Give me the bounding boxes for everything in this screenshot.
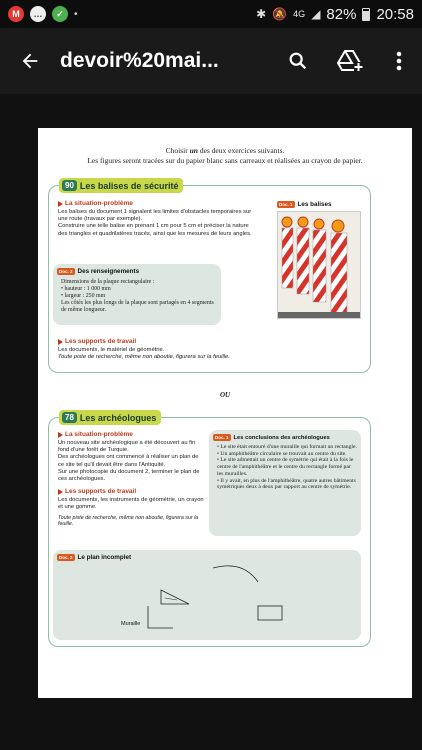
pdf-page[interactable] — [38, 128, 412, 698]
conclusions-box: Doc. 1 Les conclusions des archéologues • Le site était entouré d'une muraille qui formait un rectangle. • Un amphithéâtre circulaire se trouvait au centre du site. • Le site admettait un centre de symétrie qui était à la fois le centre de l'amphithéâtre et le centre du rectangle formé par les murailles. • Il y avait, en plus de l'amphithéâtre, quatre autres bâtiments symétriques deux à deux par rapport au centre de symétrie. — [209, 430, 361, 536]
dot-icon: • — [74, 8, 78, 20]
section-title: La situation-problème — [58, 431, 206, 438]
search-icon[interactable] — [272, 28, 324, 94]
section-title: Les supports de travail — [58, 338, 358, 345]
pdf-viewer[interactable] — [0, 94, 422, 750]
app-bar — [0, 28, 422, 94]
messages-icon: … — [30, 6, 46, 22]
exercise-90: 90 Les balises de sécurité La situation-problème Les balises du document 1 signalent les limites d'obstacles temporaires sur une route (travaux par exemple). Construire une telle balise en prenant 1 cm pour 5 cm et préciser la nature des triangles et quadrilatères tracés, ainsi que les mesures de leurs angles. Doc. 1 Les balises Doc. 2 Des renseignements Dimensions de la plaque rectangulaire : • hauteur : 1 000 mm • largeur : 250 mm Les côtés les plus longs de la plaque sont partagés en 4 segments de même longueur. Les supports de travail Les documents, le matériel de géométrie. Toute piste de recherche, même non aboutie, figurera sur la feuille. — [48, 185, 371, 373]
renseignements-box: Doc. 2 Des renseignements Dimensions de la plaque rectangulaire : • hauteur : 1 000 mm • largeur : 250 mm Les côtés les plus longs de la plaque sont partagés en 4 segments de même longueur. — [53, 264, 221, 325]
section-title: La situation-problème — [58, 200, 258, 207]
bluetooth-icon: ✱ — [256, 7, 267, 21]
plan-box: Doc. 2 Le plan incomplet Muraille — [53, 550, 361, 640]
signal-icon: ◢ — [311, 7, 321, 21]
exercise-title-badge: 90 Les balises de sécurité — [59, 178, 183, 193]
battery-percent: 82% — [326, 5, 357, 23]
status-bar — [0, 0, 422, 28]
status-notifications — [8, 6, 78, 22]
network-label: 4G — [293, 9, 306, 19]
clock: 20:58 — [376, 5, 414, 23]
section-title: Les supports de travail — [58, 488, 206, 495]
balises-photo — [277, 211, 361, 319]
exercise-title-badge: 78 Les archéologues — [59, 410, 161, 425]
gmail-icon: M — [8, 6, 24, 22]
battery-icon — [362, 8, 370, 21]
instructions: Choisir un des deux exercices suivants. Les figures seront tracées sur du papier blanc sans carreaux et réalisées au crayon de papier. — [87, 146, 363, 165]
document-title: devoir%20mai... — [60, 49, 219, 72]
ou-separator: OU — [219, 391, 231, 399]
back-arrow-icon[interactable] — [0, 28, 60, 94]
balises-figure: Doc. 1 Les balises — [277, 201, 361, 321]
drive-add-icon[interactable] — [324, 28, 376, 94]
mute-icon: 🔕 — [272, 7, 288, 21]
check-icon: ✓ — [52, 6, 68, 22]
plan-figure — [53, 550, 361, 640]
more-vert-icon[interactable] — [376, 28, 422, 94]
exercise-78: 78 Les archéologues La situation-problème Un nouveau site archéologique a été découvert au fin fond d'une forêt de Turquie. Des archéologues ont commencé à réaliser un plan de ce site tel qu'il devait être dans l'Antiquité. Sur une photocopie du document 2, terminer le plan de ces archéologues. Les supports de travail Les documents, les instruments de géométrie, un crayon et une gomme. Toute piste de recherche, même non aboutie, figurera sur la feuille. Doc. 1 Les conclusions des archéologues • Le site était entouré d'une muraille qui formait un rectangle. • Un amphithéâtre circulaire se trouvait au centre du site. • Le site admettait un centre de symétrie qui était à la fois le centre de l'amphithéâtre et le centre du rectangle formé par les murailles. • Il y avait, en plus de l'amphithéâtre, quatre autres bâtiments symétriques deux à deux par rapport au centre de symétrie. Doc. 2 Le plan incomplet Muraille — [48, 417, 371, 647]
muraille-label: Muraille — [121, 621, 141, 627]
